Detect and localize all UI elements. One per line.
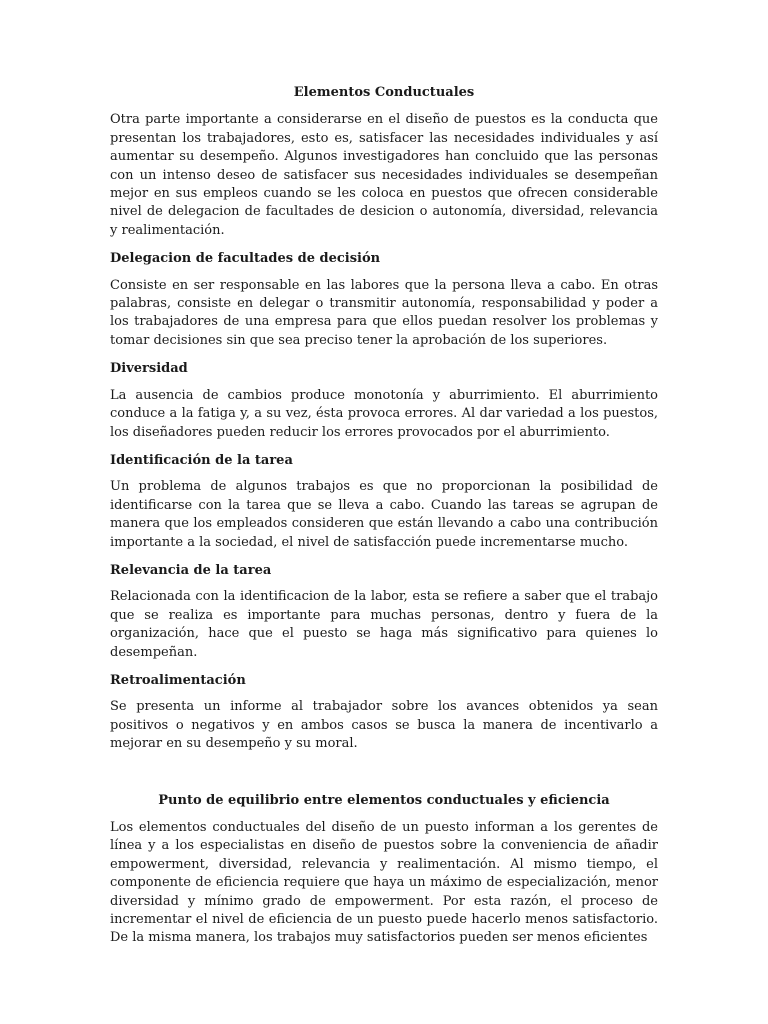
section-text-diversidad: La ausencia de cambios produce monotonía y aburrimiento. El aburrimiento conduce a la fatiga y, a su vez, ésta provoca errores. Al dar variedad a los puestos, los diseñadores pueden reducir los errores provocados por el aburrimiento.: [110, 387, 658, 440]
section-text-retroalimentacion: Se presenta un informe al trabajador sobre los avances obtenidos ya sean positivos o negativos y en ambos casos se busca la manera de incentivarlo a mejorar en su desempeño y su moral.: [110, 699, 658, 752]
section-heading-identificacion: Identificación de la tarea: [110, 452, 293, 468]
section-heading-delegacion: Delegacion de facultades de decisión: [110, 251, 381, 267]
closing-heading: Punto de equilibrio entre elementos conductuales y eficiencia: [158, 792, 610, 808]
section-text-delegacion: Consiste en ser responsable en las labores que la persona lleva a cabo. En otras palabras, consiste en delegar o transmitir autonomía, responsabilidad y poder a los trabajadores de una empresa para que ellos puedan resolver los problemas y tomar decisiones sin que sea preciso tener la aprobación de los superiores.: [110, 277, 658, 348]
intro-paragraph: Otra parte importante a considerarse en el diseño de puestos es la conducta que presentan los trabajadores, esto es, satisfacer las necesidades individuales y así aumentar su desempeño. Algunos investigadores han concluido que las personas con un intenso deseo de satisfacer sus necesidades individuales se desempeñan mejor en sus empleos cuando se les coloca en puestos que ofrecen considerable nivel de delegacion de facultades de desicion o autonomía, diversidad, relevancia y realimentación.: [110, 112, 658, 238]
section-heading-diversidad: Diversidad: [110, 361, 188, 377]
closing-paragraph: Los elementos conductuales del diseño de un puesto informan a los gerentes de línea y a los especialistas en diseño de puestos sobre la conveniencia de añadir empowerment, diversidad, relevancia y realimentación. Al mismo tiempo, el componente de eficiencia requiere que haya un máximo de especialización, menor diversidad y mínimo grado de empowerment. Por esta razón, el proceso de incrementar el nivel de eficiencia de un puesto puede hacerlo menos satisfactorio. De la misma manera, los trabajos muy satisfactorios pueden ser menos eficientes: [110, 820, 658, 946]
page-title: Elementos Conductuales: [293, 85, 475, 100]
section-heading-relevancia: Relevancia de la tarea: [110, 562, 272, 578]
section-text-identificacion: Un problema de algunos trabajos es que no proporcionan la posibilidad de identificarse con la tarea que se lleva a cabo. Cuando las tareas se agrupan de manera que los empleados consideren que están llevando a cabo una contribución importante a la sociedad, el nivel de satisfacción puede incrementarse mucho.: [110, 479, 658, 550]
document-body: [110, 84, 658, 958]
section-text-relevancia: Relacionada con la identificacion de la labor, esta se refiere a saber que el trabajo que se realiza es importante para muchas personas, dentro y fuera de la organización, hace que el puesto se haga más significativo para quienes lo desempeñan.: [110, 589, 658, 660]
section-heading-retroalimentacion: Retroalimentación: [110, 672, 246, 688]
